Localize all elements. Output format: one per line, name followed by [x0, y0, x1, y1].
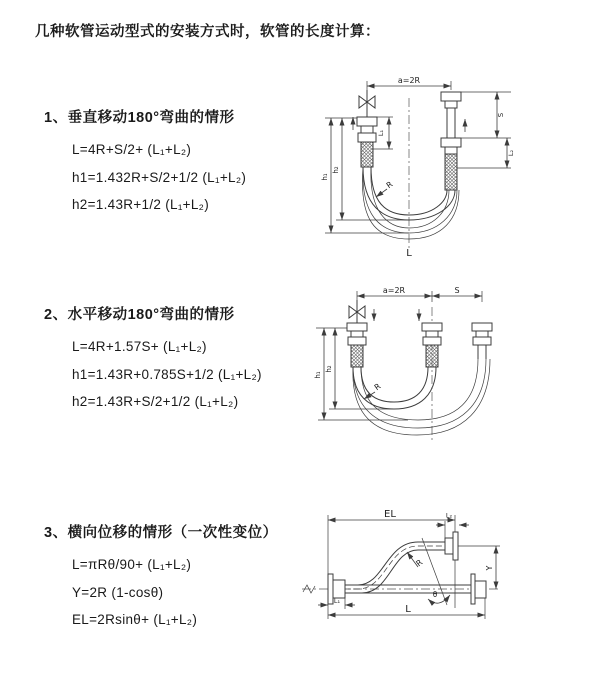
label-s: S [497, 112, 505, 118]
formula-L: L=πRθ/90+ (L₁+L₂) [72, 557, 192, 572]
upper-flange-plate [453, 532, 458, 560]
hose-loop [361, 367, 428, 402]
formula-L: L=4R+1.57S+ (L₁+L₂) [72, 339, 207, 354]
right-flange-plate [471, 574, 475, 604]
diagram-1-drawing [305, 72, 595, 264]
hose-displaced [345, 542, 445, 585]
label-r: R [372, 381, 383, 393]
diagram-3-drawing [300, 505, 512, 637]
valve-icon [359, 96, 367, 108]
right-flange-hub [475, 581, 486, 598]
left-braid [351, 345, 363, 367]
label-r: R [384, 179, 395, 191]
formula-h1: h1=1.43R+0.785S+1/2 (L₁+L₂) [72, 366, 262, 382]
angle-arc [428, 595, 450, 603]
formula-EL: EL=2Rsinθ+ (L₁+L₂) [72, 612, 198, 627]
left-flange-hub [333, 580, 345, 598]
left-flange-plate [328, 574, 333, 604]
label-h1: h₁ [321, 173, 329, 181]
label-y: Y [485, 565, 494, 571]
valve-icon [367, 96, 375, 108]
diagram-vertical-travel-180-bend [305, 72, 595, 264]
page-title: 几种软管运动型式的安装方式时，软管的长度计算： [35, 24, 380, 40]
r-leader [376, 189, 387, 197]
formula-Y: Y=2R (1-cosθ) [72, 584, 164, 600]
section-2-heading: 2、水平移动180°弯曲的情形 [44, 307, 235, 323]
label-a2r: a=2R [382, 286, 406, 295]
left-flange [347, 323, 367, 331]
middle-flange [422, 323, 442, 331]
section-lateral-displacement [44, 521, 278, 634]
hose-loop [371, 167, 449, 228]
upper-flange-hub [445, 538, 453, 554]
label-theta: θ [432, 590, 438, 599]
label-h1: h₁ [314, 371, 322, 379]
label-l2: L₂ [445, 511, 453, 520]
left-nut [358, 133, 376, 142]
label-l: L [405, 604, 411, 615]
label-l2: L₂ [507, 149, 515, 157]
formula-h2: h2=1.43R+S/2+1/2 (L₁+L₂) [72, 394, 239, 409]
formula-L: L=4R+S/2+ (L₁+L₂) [72, 142, 192, 157]
label-s: S [454, 286, 460, 295]
label-l: L [406, 248, 412, 259]
middle-braid [426, 345, 438, 367]
section-1-heading: 1、垂直移动180°弯曲的情形 [44, 110, 235, 126]
right-flange-top [441, 92, 461, 101]
left-braid [361, 142, 373, 167]
right-flange-lower [441, 138, 461, 147]
right-braid [445, 154, 457, 190]
label-r: R [414, 557, 425, 569]
label-h2: h₂ [325, 365, 333, 373]
label-l1: L₁ [377, 129, 385, 137]
formula-h2: h2=1.43R+1/2 (L₁+L₂) [72, 197, 210, 212]
diagram-horizontal-travel-180-bend [298, 283, 598, 453]
section-vertical-travel [44, 106, 246, 219]
label-l1: L₁ [333, 597, 341, 605]
break-symbol [303, 585, 315, 593]
label-el: EL [384, 509, 396, 520]
right-flange [472, 323, 492, 331]
section-horizontal-travel [44, 303, 262, 416]
diagram-lateral-displacement [300, 505, 512, 637]
valve-icon [357, 306, 365, 318]
hose-loop [363, 167, 457, 233]
hose-displaced [345, 550, 445, 593]
diagram-2-drawing [298, 283, 598, 453]
label-h2: h₂ [332, 166, 340, 174]
label-a2r: a=2R [397, 76, 421, 85]
left-flange [357, 117, 377, 126]
formula-h1: h1=1.432R+S/2+1/2 (L₁+L₂) [72, 169, 247, 185]
section-3-heading: 3、横向位移的情形（一次性变位） [44, 525, 278, 541]
valve-icon [349, 306, 357, 318]
